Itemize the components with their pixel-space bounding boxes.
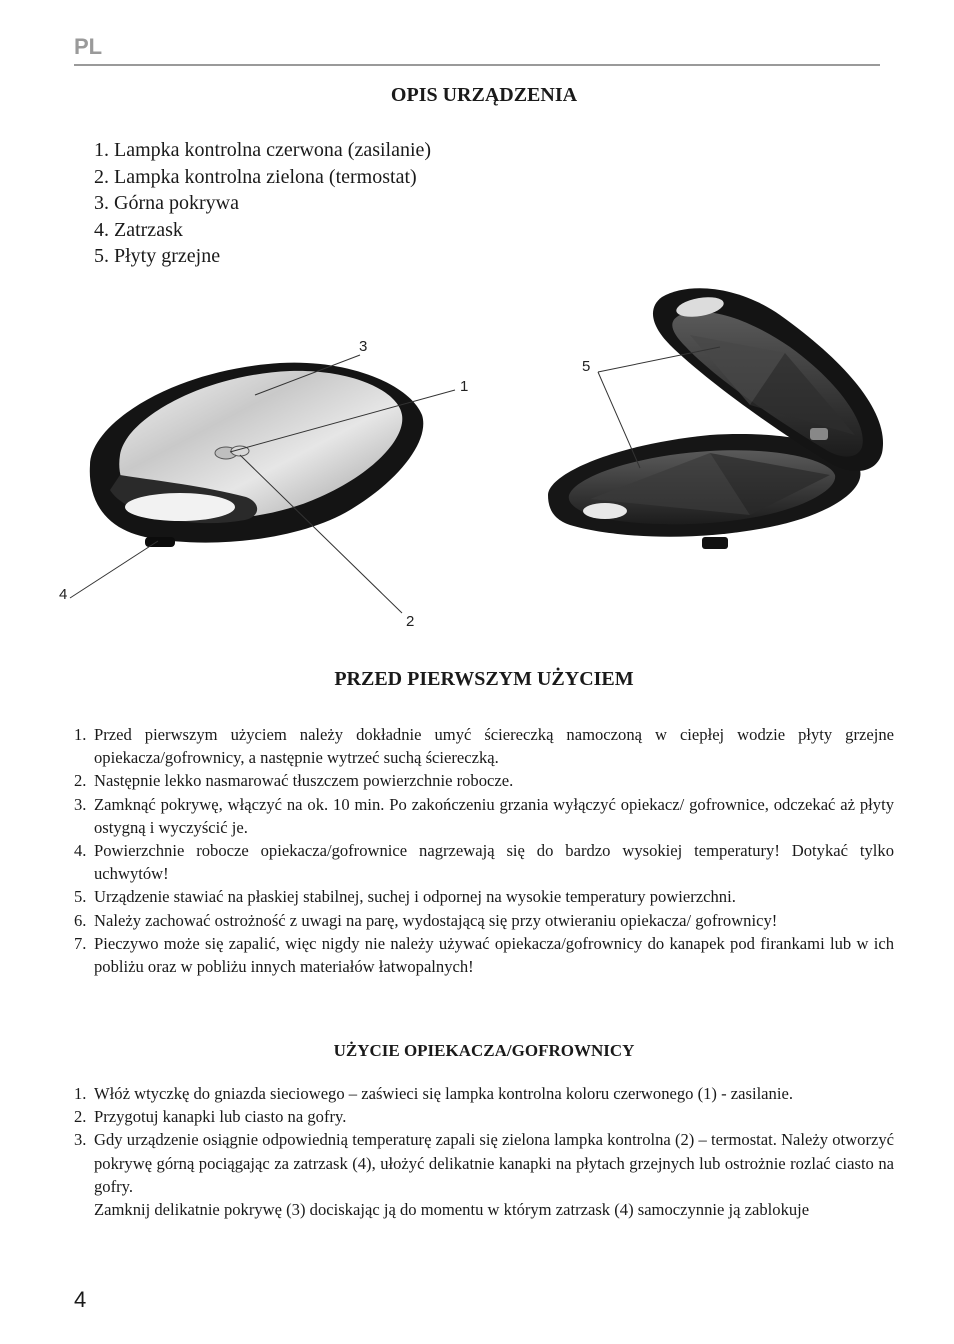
callout-label-3: 3 [359, 338, 368, 355]
before-first-use-list [74, 723, 894, 978]
part-item: 2. Lampka kontrolna zielona (termostat) [94, 165, 417, 188]
usage-list [74, 1082, 894, 1221]
section-title-using-device: UŻYCIE OPIEKACZA/GOFROWNICY [333, 1041, 635, 1060]
list-item-text: Włóż wtyczkę do gniazda sieciowego – zaświeci się lampka kontrolna koloru czerwonego (1) - zasilanie. [94, 1084, 793, 1103]
list-item [74, 1128, 894, 1198]
callout-label-5: 5 [582, 358, 591, 375]
list-item [74, 1082, 894, 1105]
list-item-text: Gdy urządzenie osiągnie odpowiednią temperaturę zapali się zielona lampka kontrolna (2) – termostat. Należy otworzyć pokrywę górną pociągając za zatrzask (4), ułożyć delikatnie kanapki na płytach grzejnych lub ostrożnie rozlać ciasto na gofry. [94, 1130, 894, 1196]
list-item-text: Należy zachować ostrożność z uwagi na parę, wydostającą się przy otwieraniu opiekacza/ gofrownicy! [94, 910, 778, 930]
page-number: 4 [74, 1287, 87, 1312]
section-title-before-first-use: PRZED PIERWSZYM UŻYCIEM [334, 668, 634, 690]
language-code: PL [74, 34, 103, 59]
list-item-number: 2. [74, 1107, 87, 1127]
list-item [74, 723, 894, 769]
section-title-device-description: OPIS URZĄDZENIA [390, 84, 578, 106]
list-item-number: 7. [74, 933, 87, 953]
device-illustration [50, 275, 910, 635]
list-item-number: 5. [74, 887, 87, 907]
list-item-number: 6. [74, 910, 87, 930]
part-item: 4. Zatrzask [94, 218, 183, 241]
list-item-number: 1. [74, 725, 87, 744]
list-item [74, 932, 894, 978]
list-item-text: Przed pierwszym użyciem należy dokładnie umyć ściereczką namoczoną w ciepłej wodzie płyty grzejne opiekacza/gofrownicy, a następnie wytrzeć suchą ściereczką. [94, 725, 894, 768]
list-item-number: 3. [74, 1130, 87, 1150]
list-item [74, 1198, 894, 1221]
callout-label-2: 2 [406, 613, 415, 630]
open-sandwich-maker [548, 288, 883, 549]
part-item: 3. Górna pokrywa [94, 192, 239, 214]
list-item-number: 4. [74, 841, 87, 861]
list-item-number [74, 1198, 94, 1221]
part-item: 5. Płyty grzejne [94, 245, 221, 267]
callout-label-4: 4 [59, 586, 68, 603]
list-item-number: 1. [74, 1084, 87, 1103]
list-item [74, 793, 894, 839]
part-item: 1. Lampka kontrolna czerwona (zasilanie) [94, 139, 432, 161]
list-item-text: Powierzchnie robocze opiekacza/gofrownice nagrzewają się do bardzo wysokiej temperatury! Dotykać tylko uchwytów! [94, 841, 894, 884]
list-item [74, 909, 894, 932]
list-item [74, 885, 894, 908]
list-item-text: Przygotuj kanapki lub ciasto na gofry. [94, 1107, 347, 1127]
list-item-text: Następnie lekko nasmarować tłuszczem powierzchnie robocze. [94, 771, 514, 791]
list-item [74, 839, 894, 885]
list-item-text: Urządzenie stawiać na płaskiej stabilnej, suchej i odpornej na wysokie temperatury powierzchni. [94, 887, 736, 907]
list-item-number: 2. [74, 771, 87, 791]
list-item-number: 3. [74, 794, 87, 814]
header-rule [74, 64, 880, 66]
closed-sandwich-maker [90, 363, 423, 547]
callout-label-1: 1 [460, 378, 469, 395]
list-item [74, 1105, 894, 1128]
list-item [74, 769, 894, 792]
list-item-text: Zamknąć pokrywę, włączyć na ok. 10 min. Po zakończeniu grzania wyłączyć opiekacz/ gofrownice, odczekać aż płyty ostygną i wyczyścić je. [94, 794, 894, 837]
list-item-text: Pieczywo może się zapalić, więc nigdy nie należy używać opiekacza/gofrownicy do kanapek pod firankami lub w ich pobliżu oraz w pobliżu innych materiałów łatwopalnych! [94, 933, 894, 977]
parts-list [94, 137, 431, 270]
list-item-text: Zamknij delikatnie pokrywę (3) dociskając ją do momentu w którym zatrzask (4) samoczynnie ją zablokuje [94, 1200, 810, 1220]
